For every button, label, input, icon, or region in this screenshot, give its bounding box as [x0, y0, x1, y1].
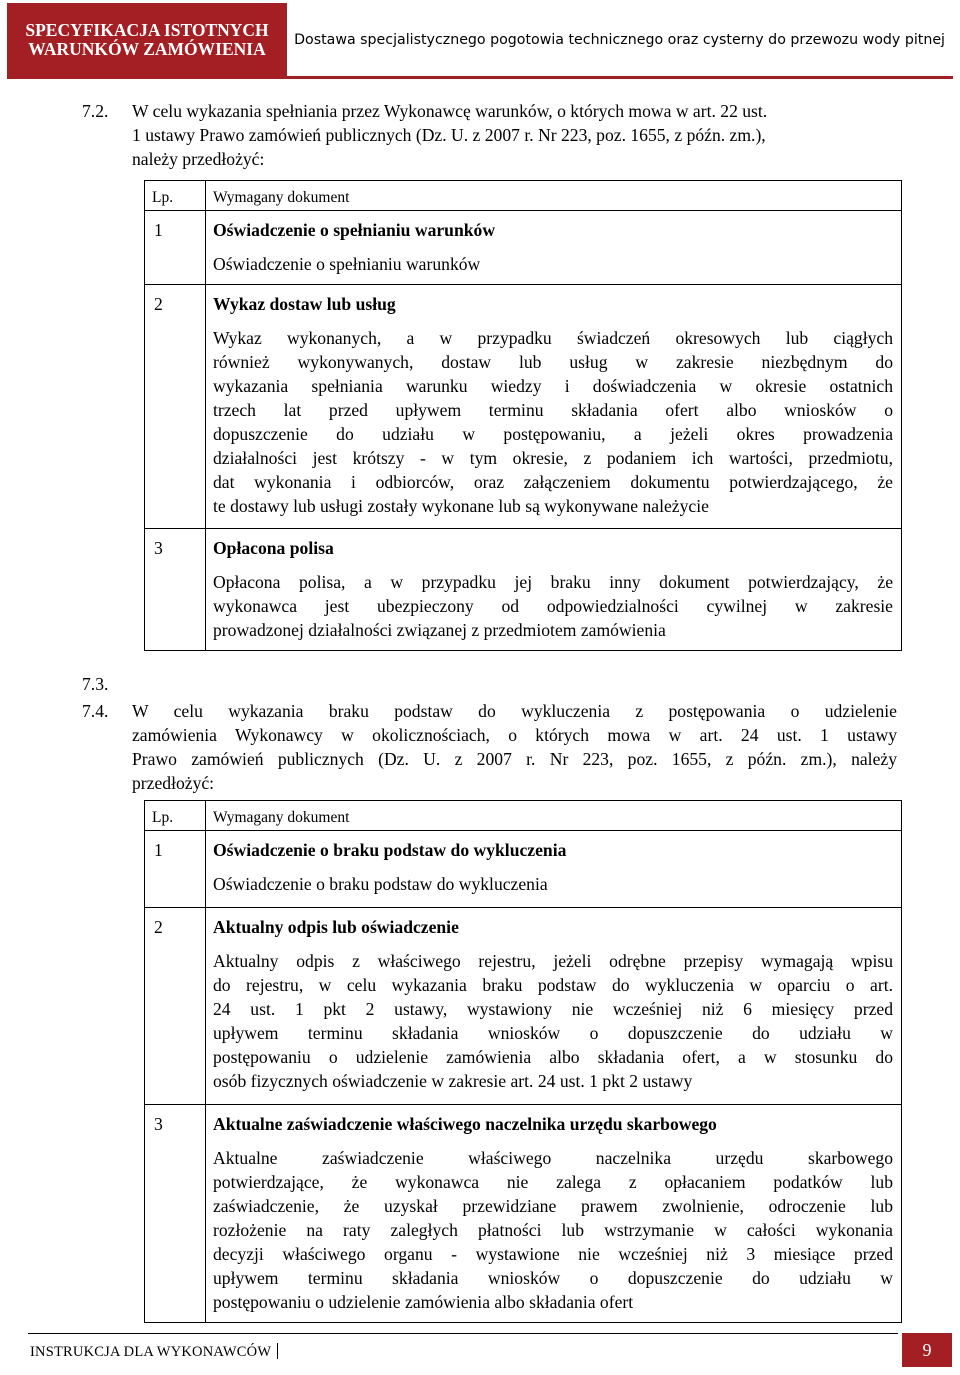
header-rule [7, 76, 953, 79]
desc-line: potwierdzające, że wykonawca nie zalega z opłacaniem podatków lub [213, 1172, 893, 1192]
intro-line: należy przedłożyć: [132, 149, 265, 169]
row-number: 2 [145, 285, 206, 529]
footer-label [30, 1343, 278, 1361]
column-header-lp: Lp. [145, 801, 206, 831]
desc-line: postępowaniu o udzielenie zamówienia albo składania ofert [213, 1292, 634, 1312]
row-number: 1 [145, 211, 206, 285]
table-row [145, 831, 902, 908]
document-title-line1: SPECYFIKACJA ISTOTNYCH [25, 19, 269, 40]
document-subtitle [288, 3, 953, 76]
document-subtitle-text: Dostawa specjalistycznego pogotowia technicznego oraz cysterny do przewozu wody pitnej [294, 31, 945, 48]
table-header-row [145, 801, 902, 831]
row-number: 2 [145, 908, 206, 1105]
row-title: Opłacona polisa [213, 538, 334, 558]
section-number-7-4: 7.4. [82, 701, 109, 721]
row-title: Oświadczenie o spełnianiu warunków [213, 220, 496, 240]
row-content [206, 1105, 902, 1323]
intro-line: Prawo zamówień publicznych (Dz. U. z 2007 r. Nr 223, poz. 1655, z późn. zm.), należy [132, 749, 897, 769]
desc-line: rozłożenie na raty zaległych płatności lub wstrzymanie w całości wykonania [213, 1220, 893, 1240]
row-description [213, 252, 893, 276]
table-row [145, 1105, 902, 1323]
desc-line: 24 ust. 1 pkt 2 ustawy, wystawiony nie wcześniej niż 6 miesięcy przed [213, 999, 893, 1019]
footer-separator [277, 1343, 278, 1359]
desc-line: decyzji właściwego organu - wystawione nie wcześniej niż 3 miesiące przed [213, 1244, 893, 1264]
intro-line: zamówienia Wykonawcy w okolicznościach, o których mowa w art. 24 ust. 1 ustawy [132, 725, 897, 745]
desc-line: również wykonywanych, dostaw lub usług w zakresie niezbędnym do [213, 352, 893, 372]
column-header-document: Wymagany dokument [206, 181, 902, 211]
desc-line: Aktualne zaświadczenie właściwego naczelnika urzędu skarbowego [213, 1148, 893, 1168]
page-footer [28, 1333, 898, 1368]
row-description [213, 326, 893, 518]
desc-line: dat wykonania i odbiorców, oraz załączeniem dokumentu potwierdzającego, że [213, 472, 893, 492]
requirements-table-7-4 [144, 800, 902, 1323]
row-title: Wykaz dostaw lub usług [213, 294, 396, 314]
row-number: 3 [145, 529, 206, 651]
desc-line: działalności jest krótszy - w tym okresie, z podaniem ich wartości, przedmiotu, [213, 448, 893, 468]
section-number-7-2: 7.2. [82, 101, 109, 121]
desc-line: upływem terminu składania wniosków o dopuszczenie do udziału w [213, 1023, 893, 1043]
row-content [206, 908, 902, 1105]
document-title-line2: WARUNKÓW ZAMÓWIENIA [28, 38, 266, 59]
desc-line: wykonawca jest ubezpieczony od odpowiedzialności cywilnej w zakresie [213, 596, 893, 616]
desc-line: trzech lat przed upływem terminu składania ofert albo wniosków o [213, 400, 893, 420]
desc-line: upływem terminu składania wniosków o dopuszczenie do udziału w [213, 1268, 893, 1288]
desc-line: te dostawy lub usługi zostały wykonane lub są wykonywane należycie [213, 496, 709, 516]
desc-line: Oświadczenie o braku podstaw do wykluczenia [213, 874, 548, 894]
desc-line: do rejestru, w celu wykazania braku podstaw do wykluczenia w oparciu o art. [213, 975, 893, 995]
footer-label-text: INSTRUKCJA DLA WYKONAWCÓW [30, 1344, 272, 1360]
desc-line: Wykaz wykonanych, a w przypadku świadczeń okresowych lub ciągłych [213, 328, 893, 348]
row-description [213, 872, 893, 896]
desc-line: Opłacona polisa, a w przypadku jej braku inny dokument potwierdzający, że [213, 572, 893, 592]
row-title: Oświadczenie o braku podstaw do wykluczenia [213, 840, 567, 860]
table-row [145, 908, 902, 1105]
row-number: 3 [145, 1105, 206, 1323]
document-title-banner [7, 3, 287, 76]
page-number: 9 [902, 1333, 952, 1367]
row-title: Aktualny odpis lub oświadczenie [213, 917, 459, 937]
desc-line: wykazania spełniania warunku wiedzy i doświadczenia w okresie ostatnich [213, 376, 893, 396]
intro-line: W celu wykazania braku podstaw do wykluczenia z postępowania o udzielenie [132, 701, 897, 721]
intro-line: przedłożyć: [132, 773, 215, 793]
desc-line: Aktualny odpis z właściwego rejestru, jeżeli odrębne przepisy wymagają wpisu [213, 951, 893, 971]
table-row [145, 529, 902, 651]
table-row [145, 211, 902, 285]
row-description [213, 1146, 893, 1314]
table-header-row [145, 181, 902, 211]
row-number: 1 [145, 831, 206, 908]
column-header-document: Wymagany dokument [206, 801, 902, 831]
requirements-table-7-2 [144, 180, 902, 651]
intro-line: 1 ustawy Prawo zamówień publicznych (Dz. U. z 2007 r. Nr 223, poz. 1655, z późn. zm.), [132, 125, 766, 145]
row-content [206, 529, 902, 651]
desc-line: postępowaniu o udzielenie zamówienia albo składania ofert, a w stosunku do [213, 1047, 893, 1067]
desc-line: dopuszczenie do udziału w postępowaniu, a jeżeli okres prowadzenia [213, 424, 893, 444]
desc-line: Oświadczenie o spełnianiu warunków [213, 254, 481, 274]
section-7-2-intro [132, 99, 897, 171]
intro-line: W celu wykazania spełniania przez Wykonawcę warunków, o których mowa w art. 22 ust. [132, 101, 768, 121]
row-description [213, 570, 893, 642]
desc-line: osób fizycznych oświadczenie w zakresie art. 24 ust. 1 pkt 2 ustawy [213, 1071, 693, 1091]
row-title: Aktualne zaświadczenie właściwego naczelnika urzędu skarbowego [213, 1114, 717, 1134]
row-description [213, 949, 893, 1093]
row-content [206, 211, 902, 285]
row-content [206, 285, 902, 529]
desc-line: prowadzonej działalności związanej z przedmiotem zamówienia [213, 620, 666, 640]
section-number-7-3: 7.3. [82, 674, 109, 694]
table-row [145, 285, 902, 529]
desc-line: zaświadczenie, że uzyskał przewidziane prawem zwolnienie, odroczenie lub [213, 1196, 893, 1216]
row-content [206, 831, 902, 908]
section-7-4-intro [132, 699, 897, 795]
column-header-lp: Lp. [145, 181, 206, 211]
